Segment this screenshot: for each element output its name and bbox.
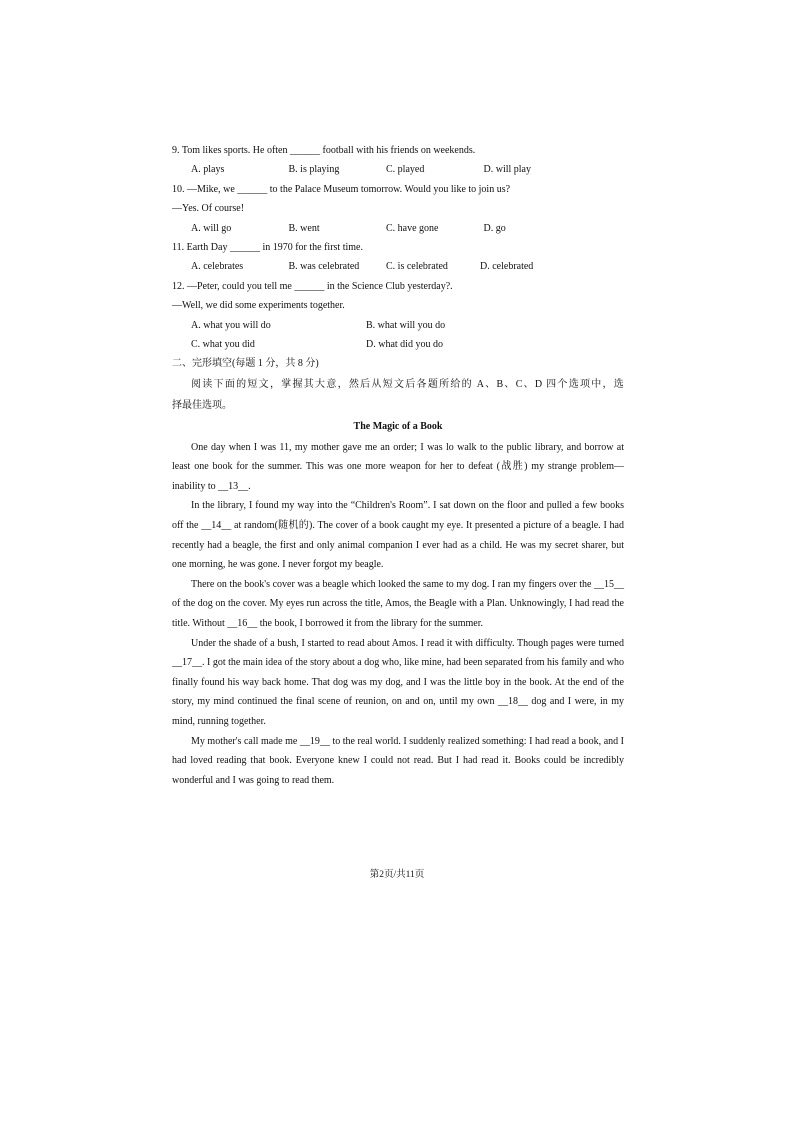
option-d: D. will play bbox=[483, 164, 531, 176]
question-12-reply: —Well, we did some experiments together. bbox=[172, 300, 345, 312]
passage-paragraph: There on the book's cover was a beagle which looked the same to my dog. I ran my fingers over the __15__ of the dog on the cover. My eyes run across the title, Amos, the Beagle with a Plan. Unknowingly, I had read the title. Without __16__ the book, I borrowed it from the library for the summer. bbox=[172, 578, 624, 630]
option-a: A. will go bbox=[191, 222, 232, 234]
option-a: A. what you will do bbox=[191, 319, 271, 331]
question-11-stem: 11. Earth Day ______ in 1970 for the first time. bbox=[172, 241, 363, 253]
option-c: C. have gone bbox=[386, 222, 439, 234]
option-c: C. is celebrated bbox=[386, 261, 448, 273]
passage-paragraph: One day when I was 11, my mother gave me an order; I was lo walk to the public library, and borrow at least one book for the summer. This was one more weapon for her to defeat (战胜) my strange problem—inability to __13__. bbox=[172, 441, 624, 492]
section-instruction-line2: 择最佳选项。 bbox=[172, 399, 232, 411]
question-9-options bbox=[172, 160, 624, 179]
question-12-options-row2 bbox=[172, 335, 624, 354]
question-9-stem: 9. Tom likes sports. He often ______ football with his friends on weekends. bbox=[172, 145, 476, 156]
section-instruction-line1: 阅读下面的短文，掌握其大意，然后从短文后各题所给的 A、B、C、D 四个选项中，选 bbox=[191, 378, 624, 390]
option-c: C. what you did bbox=[191, 338, 255, 350]
option-d: D. celebrated bbox=[480, 261, 534, 273]
option-b: B. was celebrated bbox=[288, 261, 360, 273]
option-a: A. celebrates bbox=[191, 261, 244, 273]
option-b: B. went bbox=[288, 222, 320, 234]
question-12-stem: 12. —Peter, could you tell me ______ in the Science Club yesterday?. bbox=[172, 280, 453, 292]
option-b: B. what will you do bbox=[366, 319, 446, 331]
question-11-options bbox=[172, 257, 624, 276]
question-10-reply: —Yes. Of course! bbox=[172, 203, 245, 215]
passage-paragraph: Under the shade of a bush, I started to read about Amos. I read it with difficulty. Though pages were turned __17__. I got the main idea of the story about a dog who, like mine, had been separated from his family and who finally found his way back home. That dog was my dog, and I was the little boy in the book. At the end of the story, my mind continued the final scene of reunion, on and on, until my own __18__ dog and I were, in my mind, running together. bbox=[172, 637, 624, 727]
passage-title: The Magic of a Book bbox=[353, 420, 443, 432]
page-number: 第2页/共11页 bbox=[369, 870, 425, 880]
question-10-stem: 10. —Mike, we ______ to the Palace Museum tomorrow. Would you like to join us? bbox=[172, 183, 511, 195]
option-a: A. plays bbox=[191, 164, 225, 176]
section-heading: 二、完形填空(每题 1 分，共 8 分) bbox=[172, 358, 319, 370]
option-d: D. go bbox=[483, 222, 506, 234]
question-12-options-row1 bbox=[172, 316, 624, 335]
exam-page bbox=[172, 141, 624, 790]
option-c: C. played bbox=[386, 164, 425, 176]
option-b: B. is playing bbox=[288, 164, 340, 176]
option-d: D. what did you do bbox=[366, 338, 443, 350]
question-10-options bbox=[172, 219, 624, 238]
passage-paragraph: My mother's call made me __19__ to the real world. I suddenly realized something: I had read a book, and I had loved reading that book. Everyone knew I could not read. But I had read it. Books could be incredibly wonderful and I was going to read them. bbox=[172, 735, 624, 786]
passage-paragraph: In the library, I found my way into the “Children's Room”. I sat down on the floor and pulled a few books off the __14__ at random(随机的). The cover of a book caught my eye. It presented a picture of a beagle. I had recently had a beagle, the first and only animal companion I ever had as a child. He was my secret sharer, but one morning, he was gone. I never forgot my beagle. bbox=[172, 500, 624, 571]
